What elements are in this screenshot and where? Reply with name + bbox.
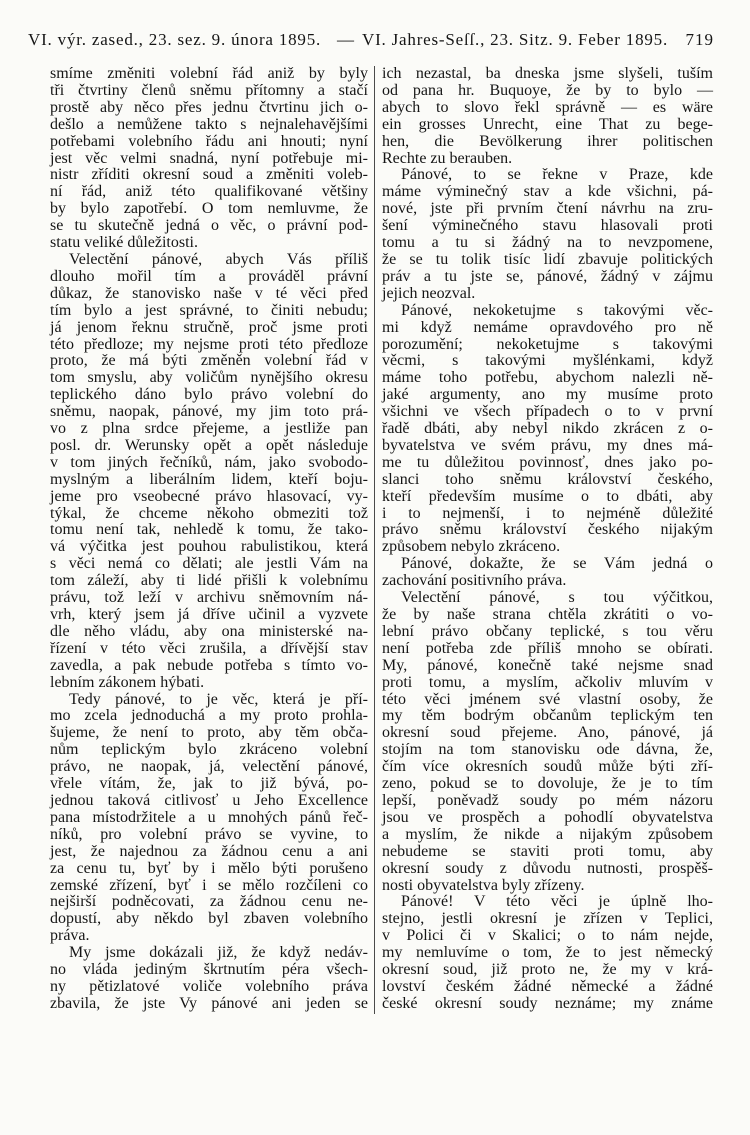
text-line: zemské zřízení, byť i se mělo rozčíleni co	[50, 876, 368, 894]
text-line: nům teplickým bylo zkráceno volební	[50, 741, 368, 759]
text-line: vo z plna srdce přejeme, a jestliže pan	[50, 420, 368, 438]
text-line: dle něho vládu, aby ona ministerské na-	[50, 622, 368, 640]
text-line: no vláda jediným škrtnutím péra všech-	[50, 961, 368, 979]
text-line: Pánové! V této věci je úplně lho-	[401, 893, 713, 911]
text-line: proto, že má býti změněn volební řád v	[50, 352, 368, 370]
text-line: Pánové, nekoketujme s takovými věc-	[401, 301, 713, 319]
text-line: tom smyslu, aby voličům nynějšího okresu	[50, 369, 368, 387]
paragraph	[382, 894, 713, 1012]
text-line: okresní soud, již proto ne, že my v krá-	[382, 961, 713, 979]
text-line: ny pětizlatové voliče volebního práva	[50, 977, 368, 995]
text-line: zbavila, že jste Vy pánové ani jeden se	[50, 994, 368, 1012]
text-line: této předloze; my nejsme proti této předloze	[50, 335, 368, 353]
text-line: Pánové, dokažte, že se Vám jedná o	[401, 555, 713, 573]
text-line: dlouho mořil tím a prováděl právní	[50, 267, 368, 285]
text-line: řízení v této věci zrušila, a dřívější stav	[50, 639, 368, 657]
text-line: lební právo občany teplické, s tou věru	[382, 622, 713, 640]
text-line: porozumění; nekoketujme s takovými	[382, 335, 713, 353]
text-line: důkaz, že stanovisko naše v té věci před	[50, 284, 368, 302]
text-line: v tom jiných řečníků, nám, jako svobodo-	[50, 453, 368, 471]
text-line: práv a tu jste se, pánové, žádný v zájmu	[382, 267, 713, 285]
text-line: šení výminečného stavu hlasovali proti	[382, 217, 713, 235]
right-column	[382, 66, 713, 1013]
text-line: níků, pro volební právo se vyvine, to	[50, 825, 368, 843]
text-line: tři čtvrtiny členů sněmu přítomny a stačí	[50, 81, 368, 99]
text-line: lepší, poněvadž soudy po mém názoru	[382, 791, 713, 809]
text-line: i to nejmenší, i to nejméně důležité	[382, 504, 713, 522]
text-line: abych to slovo řekl správně — es wäre	[382, 98, 713, 116]
text-line: tom záleží, aby ti lidé přišli k volebnímu	[50, 572, 368, 590]
text-line: tomu není tak, nehledě k tomu, že tako-	[50, 521, 368, 539]
text-line: a myslím, že nikde a nijakým způsobem	[382, 825, 713, 843]
text-line: potřebami volebního řádu ani hnouti; nyní	[50, 132, 368, 150]
text-line: mi když nemáme opravdového pro ně	[382, 318, 713, 336]
text-line: týkal, že chceme někoho obmeziti tož	[50, 504, 368, 522]
text-line: nistr zříditi okresní soud a změniti voleb-	[50, 166, 368, 184]
text-line: všichni ve všech případech o to v první	[382, 403, 713, 421]
text-line: Pánové, to se řekne v Praze, kde	[401, 166, 713, 184]
text-line: dopustí, aby někdo byl zbaven volebního	[50, 910, 368, 928]
text-line: mo zcela jednoduchá a my proto prohla-	[50, 707, 368, 725]
text-line: zeno, pokud se to dovoluje, že je to tím	[382, 775, 713, 793]
text-line: zachování positivního práva.	[382, 572, 567, 590]
text-line: me tu důležitou povinnosť, dnes jako po-	[382, 453, 713, 471]
text-line: jednou taková citlivosť u Jeho Excellence	[50, 791, 368, 809]
text-line: kteří především musíme o to dbáti, aby	[382, 487, 713, 505]
paragraph	[50, 945, 368, 1013]
text-line: vá výčitka jest pouhou rabulistikou, která	[50, 538, 368, 556]
text-line: smíme změniti volební řád aniž by byly	[50, 65, 368, 82]
text-line: ich nezastal, ba dneska jsme slyšeli, tuším	[382, 65, 713, 82]
text-line: jest, že najednou za žádnou cenu a ani	[50, 842, 368, 860]
text-line: za cenu tu, byť by i mělo býti porušeno	[50, 859, 368, 877]
text-line: by bylo zapotřebí. O tom nemluvme, že	[50, 200, 368, 218]
text-line: právo, ne naopak, já, velectění pánové,	[50, 758, 368, 776]
text-line: není potřeba zde příliš mnoho se obírati.	[382, 639, 713, 657]
text-line: tím bylo a jest správné, to činiti nebudu;	[50, 301, 368, 319]
paragraph	[382, 590, 713, 894]
text-line: nové, jste při prvním čtení návrhu na zru-	[382, 200, 713, 218]
header-german: VI. Jahres-Seſſ., 23. Sitz. 9. Feber 1895.	[362, 30, 669, 49]
text-line: dešlo a nemůžene takto s nejnalehavějšími	[50, 115, 368, 133]
text-line: práva.	[50, 927, 90, 945]
text-line: že se tu tolik tisíc lidí zbavuje politických	[382, 250, 713, 268]
text-line: vrh, který jsem já dříve učinil a vyzvete	[50, 606, 368, 623]
header-czech: VI. výr. zased., 23. sez. 9. února 1895.	[28, 30, 322, 49]
text-line: statu veliké důležitosti.	[50, 234, 198, 252]
text-line: posl. dr. Werunsky opět a opět následuje	[50, 436, 368, 454]
text-line: tomu a tu si žádný na to nevzpomene,	[382, 234, 713, 252]
text-line: máme výminečný stav a kde všichni, pá-	[382, 183, 713, 201]
text-line: od pana hr. Buquoye, že by to bylo —	[382, 81, 713, 99]
text-line: jejich neozval.	[382, 284, 476, 302]
text-line: právo sněmu království českého nijakým	[382, 521, 713, 539]
text-line: se tu skutečně jedná o věc, o právní pod-	[50, 217, 368, 235]
text-line: ní řád, aniž této qualifikované většiny	[50, 183, 368, 201]
text-line: stojím na tom stanovisku ode dávna, že,	[382, 741, 713, 759]
paragraph	[382, 167, 713, 302]
paragraph	[50, 252, 368, 692]
text-line: jaké argumenty, ano my musíme proto	[382, 386, 713, 404]
text-line: nejširší podněcovati, za žádnou cenu ne-	[50, 893, 368, 911]
text-line: my nemluvíme o tom, že to jest německý	[382, 944, 713, 962]
text-line: stejno, jestli okresní je zřízen v Teplici,	[382, 910, 713, 928]
text-line: My, pánové, konečně také nejsme snad	[382, 656, 713, 674]
text-line: okresní soud přejeme. Ano, pánové, já	[382, 724, 713, 742]
text-line: pana místodržitele a u mnohých pánů řeč-	[50, 808, 368, 826]
text-line: byvatelstva ve svém právu, my dnes má-	[382, 436, 713, 454]
text-line: jsou ve prospěch a pohodlí obyvatelstva	[382, 808, 713, 826]
page-number: 719	[685, 30, 714, 49]
text-line: věcmi, s takovými myšlénkami, když	[382, 352, 713, 370]
text-line: Velectění pánové, s tou výčitkou,	[401, 589, 713, 607]
column-divider	[374, 66, 375, 1014]
text-line: vřele vítám, že, jak to již bývá, po-	[50, 775, 368, 793]
text-line: v Polici či v Skalici; o to nám nejde,	[382, 927, 713, 945]
text-line: Rechte zu berauben.	[382, 149, 513, 167]
text-line: Velectění pánové, abych Vás příliš	[69, 250, 368, 268]
text-line: české okresní soudy neznáme; my známe	[382, 994, 713, 1012]
text-line: My jsme dokázali již, že když nedáv-	[69, 944, 368, 962]
text-line: máme toho potřebu, abychom nalezli ně-	[382, 369, 713, 387]
paragraph	[382, 66, 713, 167]
left-column	[50, 66, 368, 1013]
text-line: nosti obyvatelstva byly zřízeny.	[382, 876, 585, 894]
text-line: my těm bodrým občanům teplickým ten	[382, 707, 713, 725]
text-line: šujeme, že není to proto, aby těm obča-	[50, 724, 368, 742]
paragraph	[50, 692, 368, 946]
text-line: já jenom řeknu stručně, proč jsme proti	[50, 318, 368, 336]
text-line: myslným a liberálním lidem, kteří boju-	[50, 470, 368, 488]
header-separator: —	[337, 30, 355, 49]
text-line: právu, tož leží v archivu sněmovním ná-	[50, 589, 368, 607]
text-line: teplického dáno bylo právo volební do	[50, 386, 368, 404]
text-line: že by naše strana chtěla zkrátiti o vo-	[382, 606, 713, 623]
text-line: sněmu, naopak, pánové, my jim toto prá-	[50, 403, 368, 421]
text-line: způsobem nebylo zkráceno.	[382, 538, 561, 556]
text-line: čím více okresních soudů může býti zří-	[382, 758, 713, 776]
text-line: řadě dbáti, aby nebyl nikdo zkrácen z o-	[382, 420, 713, 438]
paragraph	[382, 303, 713, 557]
text-line: s věci nemá co dělati; ale jestli Vám na	[50, 555, 368, 573]
text-line: lebním zákonem hýbati.	[50, 673, 205, 691]
text-line: ein grosses Unrecht, eine That zu bege-	[382, 115, 713, 133]
text-line: Tedy pánové, to je věc, která je pří-	[69, 690, 368, 708]
text-line: okresní soudy z důvodu nutnosti, prospěš-	[382, 859, 713, 877]
text-line: lovství českém žádné německé a žádné	[382, 977, 713, 995]
text-line: slanci toho sněmu království českého,	[382, 470, 713, 488]
text-line: jeme pro vseobecné právo hlasovací, vy-	[50, 487, 368, 505]
text-line: jest věc velmi snadná, nyní potřebuje mi-	[50, 149, 368, 167]
text-line: hen, die Bevölkerung ihrer politischen	[382, 132, 713, 150]
paragraph	[50, 66, 368, 252]
paragraph	[382, 556, 713, 590]
text-line: této věci jménem své vlastní osoby, že	[382, 690, 713, 708]
text-line: zavedla, a pak nebude potřeba s tímto vo-	[50, 656, 368, 674]
text-line: prostě aby něco přes jednu čtvrtinu jich o-	[50, 98, 368, 116]
text-line: proti tomu, a myslím, ačkoliv mluvím v	[382, 673, 713, 691]
text-line: nebudeme se staviti proti tomu, aby	[382, 842, 713, 860]
